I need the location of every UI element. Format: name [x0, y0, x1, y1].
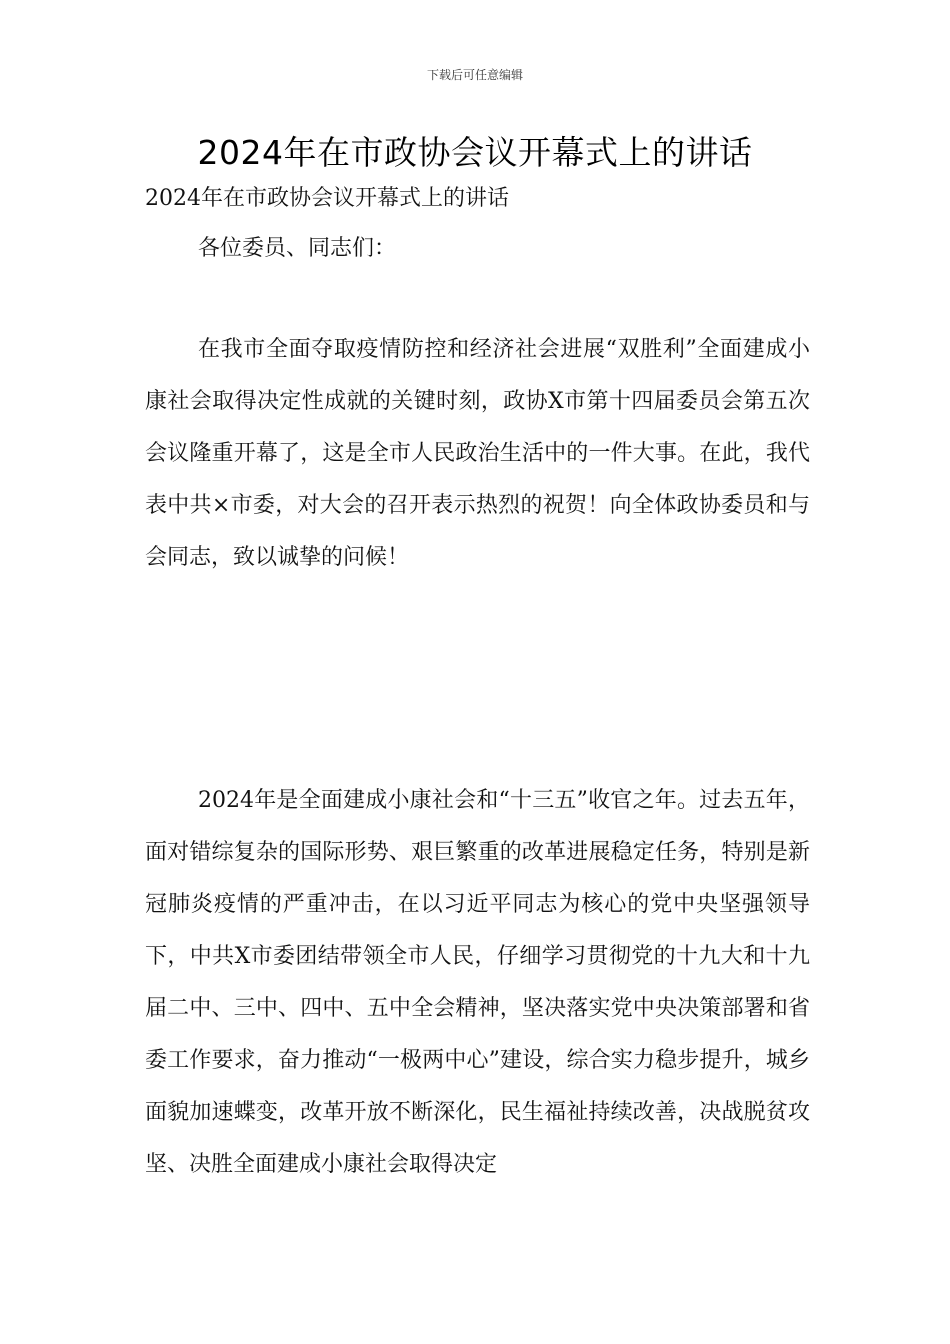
- document-title: 2024年在市政协会议开幕式上的讲话: [197, 133, 753, 172]
- header-note: 下载后可任意编辑: [426, 68, 523, 82]
- salutation: 各位委员、同志们：: [198, 236, 397, 261]
- body-paragraph-2: 2024年是全面建成小康社会和“十三五”收官之年。过去五年，面对错综复杂的国际形势、艰巨繁重的改革进展稳定任务，特别是新冠肺炎疫情的严重冲击，在以习近平同志为核心的党中央坚强领导下，中共X市委团结带领全市人民，仔细学习贯彻党的十九大和十九届二中、三中、四中、五中全会精神，坚决落实党中央决策部署和省委工作要求，奋力推动“一极两中心”建设，综合实力稳步提升，城乡面貌加速蝶变，改革开放不断深化，民生福祉持续改善，决战脱贫攻坚、决胜全面建成小康社会取得决定: [145, 788, 810, 1177]
- document-subtitle: 2024年在市政协会议开幕式上的讲话: [145, 186, 509, 211]
- body-paragraph-1: 在我市全面夺取疫情防控和经济社会进展“双胜利”全面建成小康社会取得决定性成就的关键时刻，政协X市第十四届委员会第五次会议隆重开幕了，这是全市人民政治生活中的一件大事。在此，我代表中共×市委，对大会的召开表示热烈的祝贺！向全体政协委员和与会同志，致以诚挚的问候！: [145, 337, 810, 570]
